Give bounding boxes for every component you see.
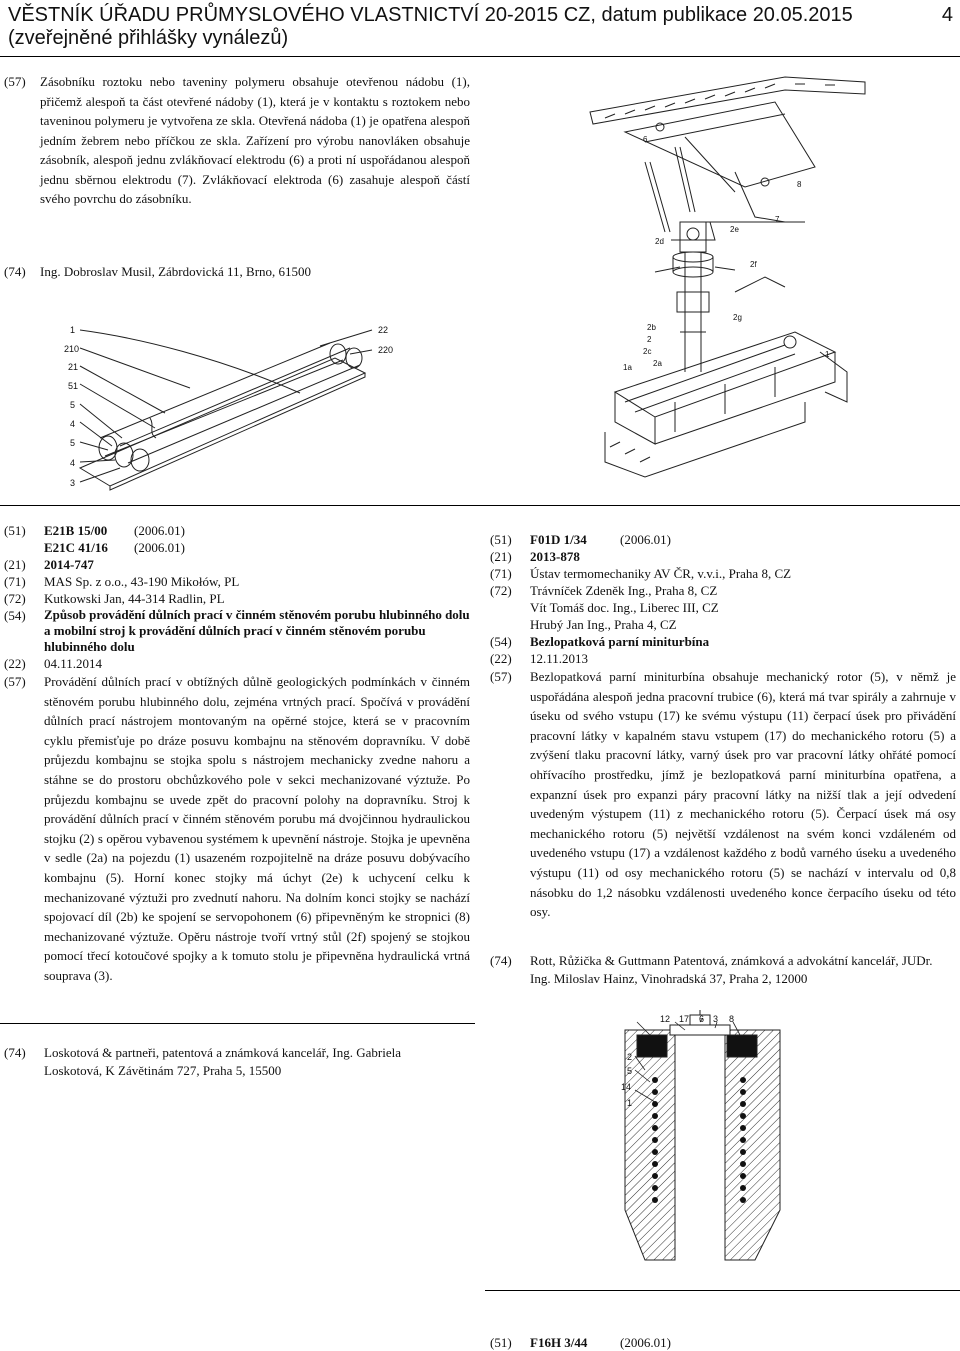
fig-label: 2b <box>647 323 656 332</box>
journal-subtitle: (zveřejněné přihlášky vynálezů) <box>8 27 289 49</box>
page-header <box>8 4 953 50</box>
fig-label: 8 <box>729 1014 735 1024</box>
fig-label: 7 <box>775 215 780 224</box>
code-57: (57) <box>4 74 26 89</box>
entry-left <box>4 522 470 986</box>
code-21: (21) <box>4 557 26 572</box>
class-year: (2006.01) <box>134 540 185 555</box>
fig-label: 1 <box>627 1098 633 1108</box>
code-51: (51) <box>490 532 512 547</box>
class-code: F01D 1/34 <box>530 532 587 547</box>
inventor: Hrubý Jan Ing., Praha 4, CZ <box>530 617 677 632</box>
fig-label: 22 <box>378 325 389 335</box>
fig-label: 2a <box>653 359 662 368</box>
agent-text: Rott, Růžička & Guttmann Patentová, známková a advokátní kancelář, JUDr. Ing. Miloslav Hainz, Vinohradská 37, Praha 2, 12000 <box>530 952 933 986</box>
code-22: (22) <box>4 656 26 671</box>
turbine-figure <box>615 1010 785 1280</box>
fig-label: 5 <box>627 1066 633 1076</box>
code-21: (21) <box>490 549 512 564</box>
code-57: (57) <box>4 674 26 689</box>
journal-title: VĚSTNÍK ÚŘADU PRŮMYSLOVÉHO VLASTNICTVÍ 20-2015 CZ, datum publikace 20.05.2015 <box>8 4 853 26</box>
section-divider-left <box>0 1023 475 1024</box>
fig-label: 5 <box>70 400 76 410</box>
fig-label: 21 <box>68 362 79 372</box>
applicant: MAS Sp. z o.o., 43-190 Mikołów, PL <box>44 574 240 589</box>
fig-label: 2d <box>655 237 664 246</box>
code-54: (54) <box>490 634 512 649</box>
fig-label: 6 <box>699 1014 705 1024</box>
fig-label: 2 <box>647 335 652 344</box>
code-74: (74) <box>4 1045 26 1060</box>
entry-next <box>490 1334 950 1351</box>
code-74: (74) <box>490 952 512 968</box>
fig-label: 220 <box>378 345 394 355</box>
fig-label: 1 <box>70 325 76 335</box>
fig-label: 3 <box>70 478 76 488</box>
inventor: Vít Tomáš doc. Ing., Liberec III, CZ <box>530 600 719 615</box>
fig-label: 4 <box>70 419 76 429</box>
fig-label: 5 <box>70 438 76 448</box>
entry-left-agent <box>4 1044 444 1080</box>
fig-label: 210 <box>64 344 80 354</box>
filing-date: 12.11.2013 <box>530 651 589 666</box>
code-74: (74) <box>4 264 26 279</box>
fig-label: 8 <box>797 180 802 189</box>
class-year: (2006.01) <box>134 523 185 538</box>
invention-title: Bezlopatková parní miniturbína <box>530 634 710 649</box>
code-22: (22) <box>490 651 512 666</box>
fig-label: 2c <box>643 347 652 356</box>
code-51: (51) <box>4 523 26 538</box>
inventor: Trávníček Zdeněk Ing., Praha 8, CZ <box>530 583 718 598</box>
container-figure <box>60 318 440 493</box>
page-number: 4 <box>941 4 953 26</box>
abstract-text: Bezlopatková parní miniturbína obsahuje mechanický rotor (5), v němž je uspořádána alespoň jedna pracovní trubice (6), která má tvar spirály a zahrnuje v úseku od svého vstupu (17) ke svému výstupu (11) čerpací úsek pro přivádění pracovní látky v kapalném stavu vstupem (17) do mechanického rotoru (5) a zvýšení tlaku pracovní látky, varný úsek pro var pracovní látky ohřáté pomocí ohřívacího prostředku, jímž je bezlopatková parní miniturbína opatřena, a expanzní úsek pro expanzi páry pracovní látky na nižší tlak a její odvedení uvedeným výstupem (11) z mechanického rotoru (5). Čerpací úsek má osy mechanického rotoru (5) největší vzdálenost na svém konci vzdáleném od uvedeného vstupu (17) a vzdálenost každého z bodů varného úseku a uvedeného výstupu (11) od osy mechanického rotoru (5) se nachází v intervalu od 0,8 násobku do 1,2 násobku vzdálenosti uvedeného konce čerpacího úseku od této osy. <box>530 669 956 920</box>
agent-text: Ing. Dobroslav Musil, Zábrdovická 11, Brno, 61500 <box>40 264 312 279</box>
applicant: Ústav termomechaniky AV ČR, v.v.i., Praha 8, CZ <box>530 566 792 581</box>
mining-machine-figure <box>585 72 875 482</box>
class-code: E21B 15/00 <box>44 523 108 538</box>
application-number: 2013-878 <box>530 549 580 564</box>
class-code: F16H 3/44 <box>530 1335 588 1350</box>
invention-title: Způsob provádění důlních prací v činném stěnovém porubu hlubinného dolu a mobilní stroj k provádění důlních prací v činném stěnovém porubu hlubinného dolu <box>44 607 470 654</box>
code-72: (72) <box>4 591 26 606</box>
code-71: (71) <box>490 566 512 581</box>
fig-label: 6 <box>643 135 648 144</box>
fig-label: 4 <box>70 458 76 468</box>
code-72: (72) <box>490 583 512 598</box>
fig-label: 3 <box>713 1014 719 1024</box>
top-entry-agent <box>4 262 470 282</box>
application-number: 2014-747 <box>44 557 94 572</box>
code-57: (57) <box>490 669 512 684</box>
entry-right <box>490 531 956 988</box>
class-year: (2006.01) <box>620 1335 671 1350</box>
fig-label: 14 <box>621 1082 632 1092</box>
fig-label: 12 <box>660 1014 671 1024</box>
inventor: Kutkowski Jan, 44-314 Radlin, PL <box>44 591 225 606</box>
section-divider-right <box>485 1290 960 1291</box>
fig-label: 51 <box>68 381 79 391</box>
header-divider <box>0 56 960 57</box>
filing-date: 04.11.2014 <box>44 656 103 671</box>
fig-label: 2 <box>627 1052 633 1062</box>
abstract-text: Zásobníku roztoku nebo taveniny polymeru obsahuje otevřenou nádobu (1), přičemž alespoň ta část otevřené nádoby (1), která je v kontaktu s roztokem nebo taveninou polymeru je vytvořena ze skla. Otevřená nádoba (1) je opatřena alespoň jedním žebrem nebo příčkou ze skla. Zařízení pro výrobu nanovláken obsahuje zásobník, alespoň jednu zvlákňovací elektrodu (6) a proti ní uspořádanou alespoň jednu sběrnou elektrodu (7). Zvlákňovací elektroda (6) zasahuje alespoň částí svého povrchu do zásobníku. <box>40 74 470 206</box>
top-entry-abstract <box>4 72 470 209</box>
abstract-text: Provádění důlních prací v obtížných důlně geologických podmínkách v činném stěnovém porubu hlubinného dolu, zejména vrtných prací. Spočívá v provádění důlních prací nástrojem montovaným na opěrné stojce, která se v pracovním cyklu přemisťuje po dráze posuvu kombajnu na stěnovém dopravníku. V době průjezdu kombajnu se stojka spolu s nástrojem mechanicky zvedne nahoru a stáhne se do prostoru obchůzkového pole v sekci mechanizované výztuže. Po průjezdu kombajnu se uvede zpět do pracovní polohy na dopravníku. Stroj k provádění důlních prací v činném stěnovém porubu má dvojčinnou hydraulickou stojku (2) s opěrou vybavenou systémem k upevnění nástroje. Stojka je upevněna v sedle (2a) na pojezdu (1) usazeném rozpojitelně na dráze posuvu dobývacího kombajnu (5). Horní konec stojky má úchyt (2e) k uchycení celku k mechanizované výztuži pro zvednutí nahoru. Na dolním konci stojky se nachází spojovací díl (2b) ke spojení se servopohonem (6) připevněným ke stropnici (8) mechanizované výztuže. Opěru nástroje tvoří vrtný stůl (2f) spojený se stojkou pomocí třecí kotoučové spojky a k tomuto stolu je připevněna hydraulická vrtná souprava (3). <box>44 674 470 983</box>
fig-label: 1a <box>623 363 632 372</box>
fig-label: 17 <box>679 1014 690 1024</box>
fig-label: 2e <box>730 225 739 234</box>
agent-text: Loskotová & partneři, patentová a známková kancelář, Ing. Gabriela Loskotová, K Závětinám 727, Praha 5, 15500 <box>44 1045 401 1078</box>
fig-label: 2g <box>733 313 742 322</box>
code-54: (54) <box>4 608 26 623</box>
section-divider-1 <box>0 505 960 506</box>
code-71: (71) <box>4 574 26 589</box>
class-year: (2006.01) <box>620 532 671 547</box>
fig-label: 1 <box>825 350 830 359</box>
class-code: E21C 41/16 <box>44 540 108 555</box>
fig-label: 2f <box>750 260 757 269</box>
code-51: (51) <box>490 1335 512 1350</box>
